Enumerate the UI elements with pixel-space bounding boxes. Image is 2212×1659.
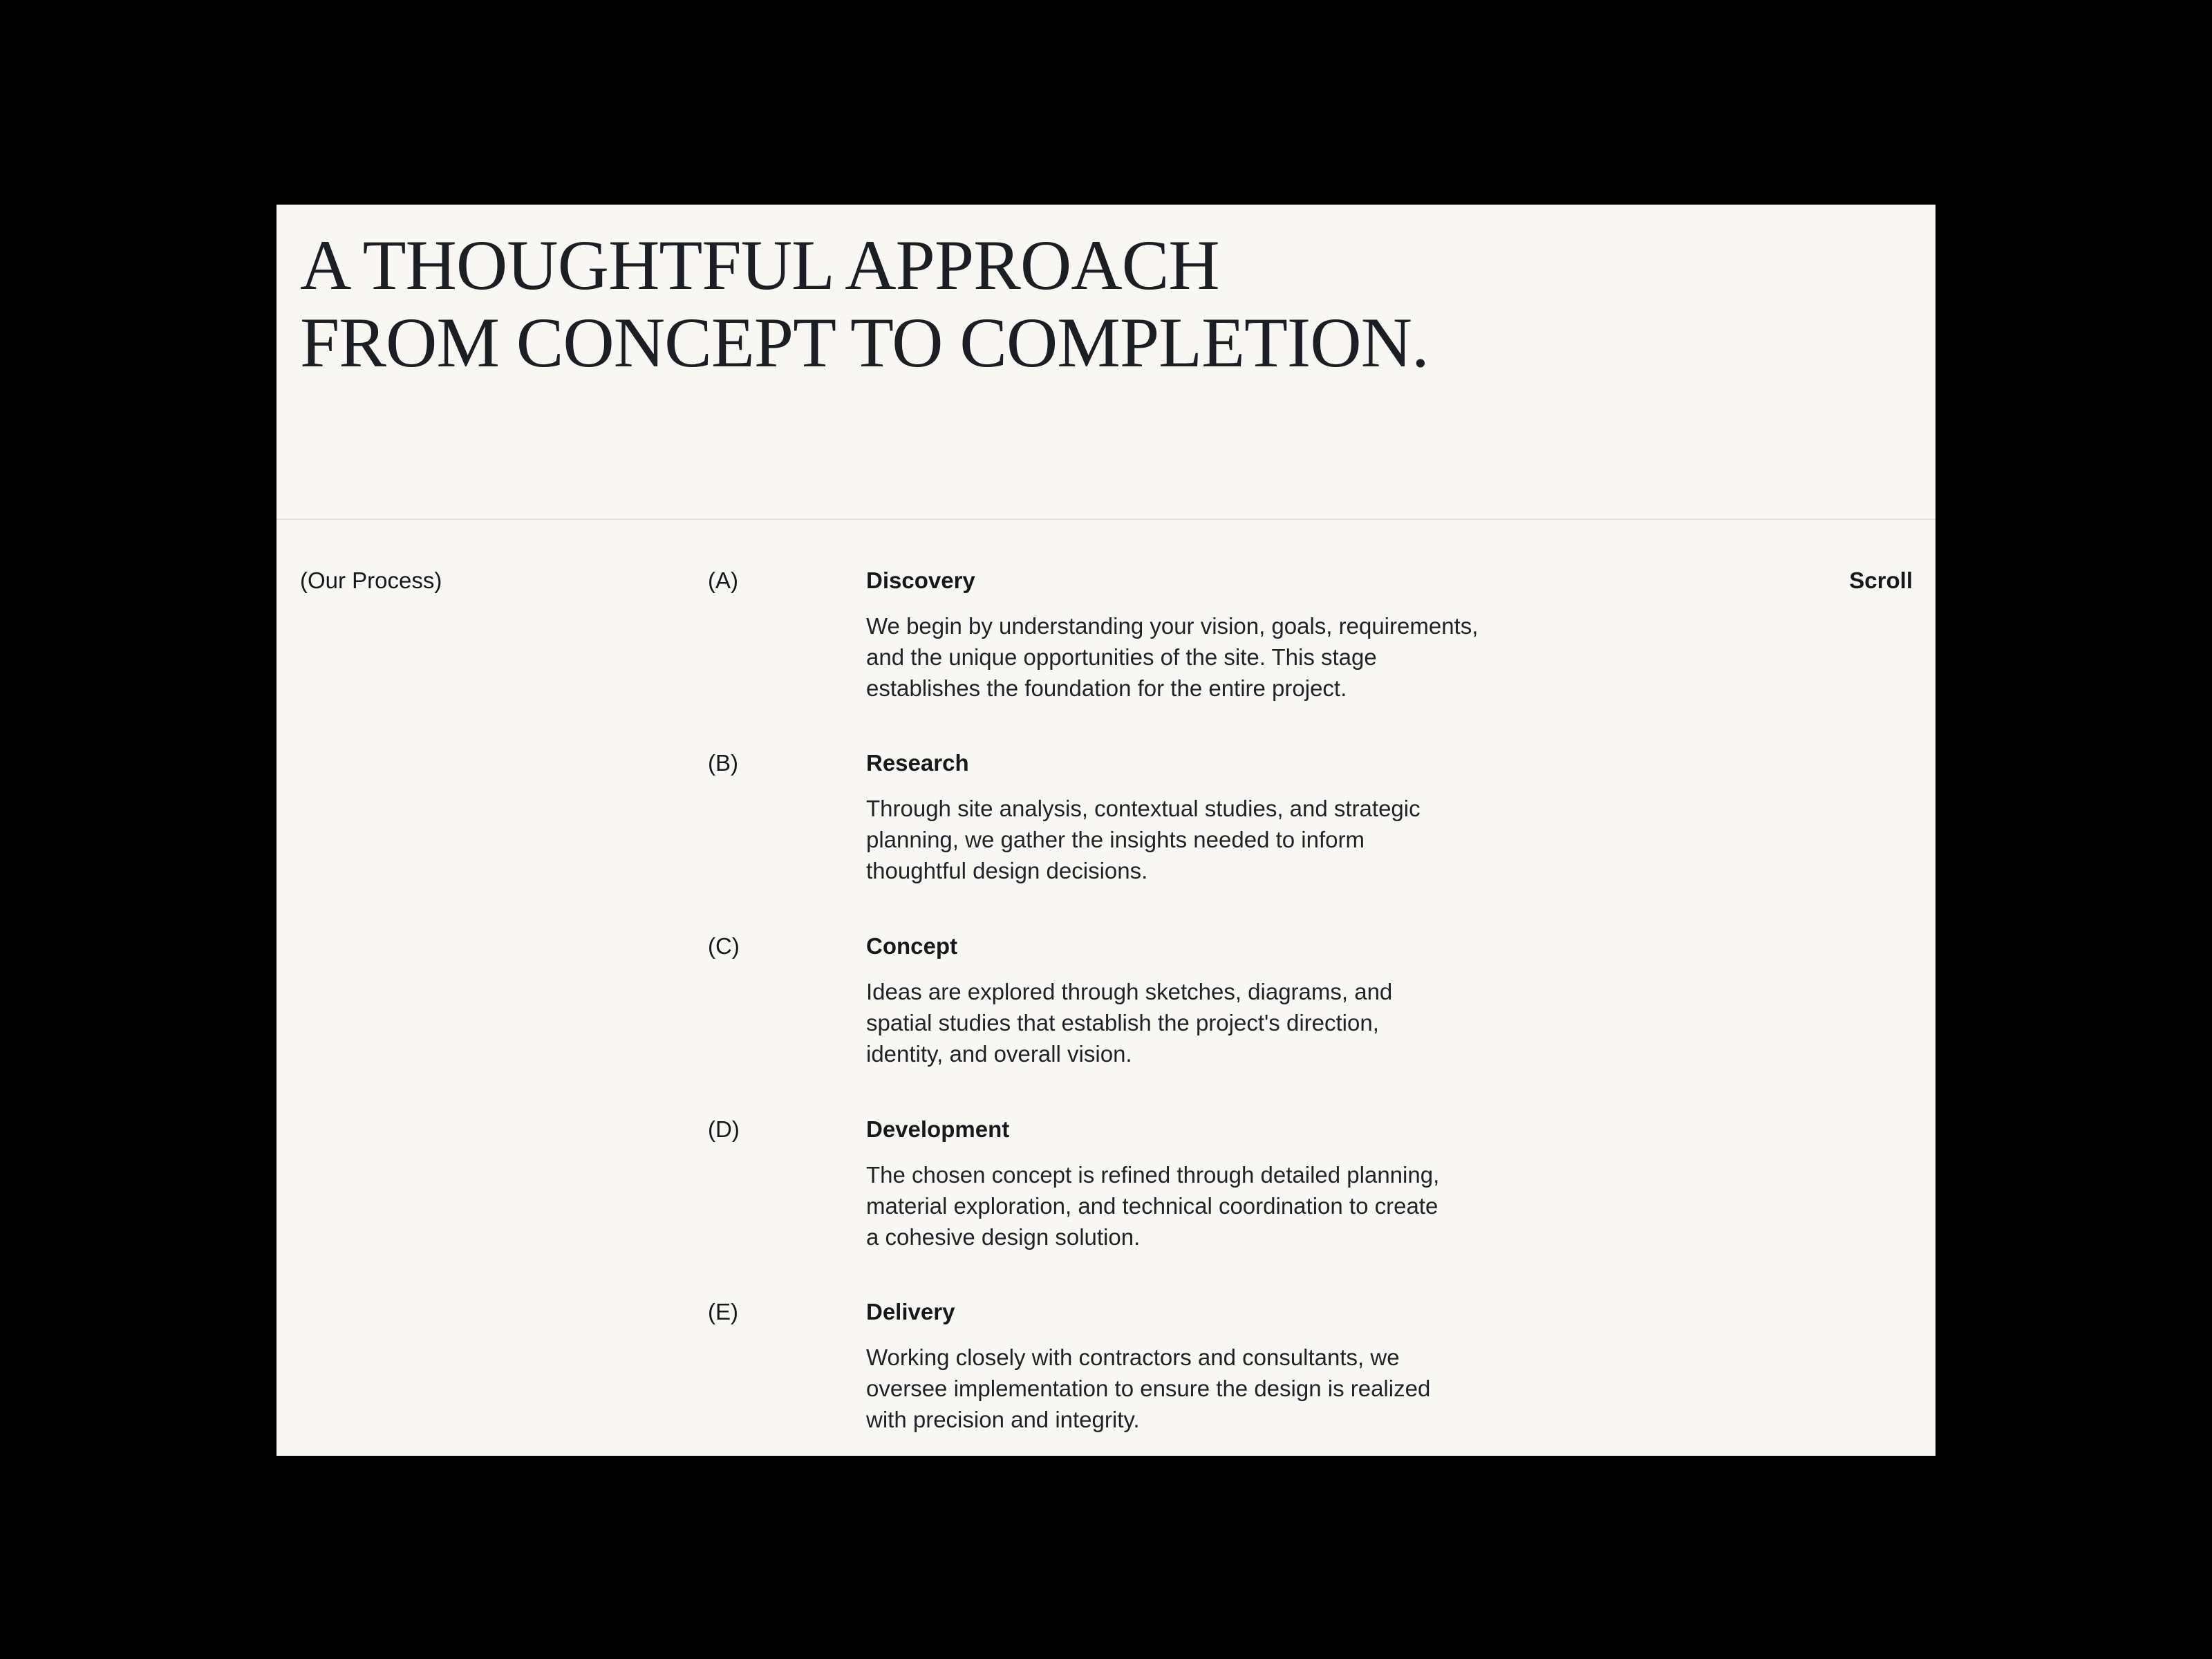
- step-description: [866, 1159, 1502, 1253]
- step-description: [866, 793, 1502, 886]
- step-title: Discovery: [866, 568, 975, 593]
- step-description-line: material exploration, and technical coordination to create: [866, 1193, 1438, 1219]
- step-description-line: planning, we gather the insights needed to inform: [866, 827, 1365, 852]
- step-description-line: spatial studies that establish the project's direction,: [866, 1010, 1379, 1035]
- step-title: Research: [866, 750, 969, 776]
- step-description-line: establishes the foundation for the entire project.: [866, 675, 1347, 701]
- step-description: [866, 610, 1502, 704]
- scroll-link[interactable]: Scroll: [1849, 568, 1913, 593]
- step-description-line: thoughtful design decisions.: [866, 858, 1148, 883]
- step-description-line: Ideas are explored through sketches, diagrams, and: [866, 979, 1393, 1004]
- step-title: Concept: [866, 933, 957, 959]
- step-description: [866, 1342, 1502, 1435]
- step-letter: (E): [708, 1299, 738, 1324]
- step-description-line: identity, and overall vision.: [866, 1041, 1132, 1067]
- step-description-line: Through site analysis, contextual studies, and strategic: [866, 796, 1421, 821]
- hero-heading-line-2: FROM CONCEPT TO COMPLETION.: [300, 303, 1429, 382]
- step-description-line: a cohesive design solution.: [866, 1224, 1141, 1250]
- step-description-line: and the unique opportunities of the site. This stage: [866, 644, 1377, 670]
- step-description-line: Working closely with contractors and consultants, we: [866, 1344, 1400, 1370]
- step-letter: (A): [708, 568, 738, 593]
- process-steps-list: [276, 205, 1936, 1456]
- step-title: Delivery: [866, 1299, 955, 1324]
- step-description-line: oversee implementation to ensure the design is realized: [866, 1376, 1431, 1401]
- step-description-line: The chosen concept is refined through detailed planning,: [866, 1162, 1440, 1188]
- section-label: (Our Process): [300, 568, 442, 593]
- step-letter: (B): [708, 750, 738, 776]
- process-step-delivery: [276, 1298, 1936, 1456]
- step-description-line: We begin by understanding your vision, goals, requirements,: [866, 613, 1479, 639]
- step-description: [866, 976, 1502, 1069]
- process-step-discovery: [276, 567, 1936, 740]
- process-section: [276, 205, 1936, 1456]
- step-letter: (D): [708, 1116, 740, 1142]
- process-step-concept: [276, 932, 1936, 1105]
- step-description-line: with precision and integrity.: [866, 1407, 1140, 1432]
- hero-heading-line-1: A THOUGHTFUL APPROACH: [300, 226, 1219, 305]
- step-title: Development: [866, 1116, 1010, 1142]
- step-letter: (C): [708, 933, 740, 959]
- process-step-research: [276, 749, 1936, 922]
- process-step-development: [276, 1116, 1936, 1288]
